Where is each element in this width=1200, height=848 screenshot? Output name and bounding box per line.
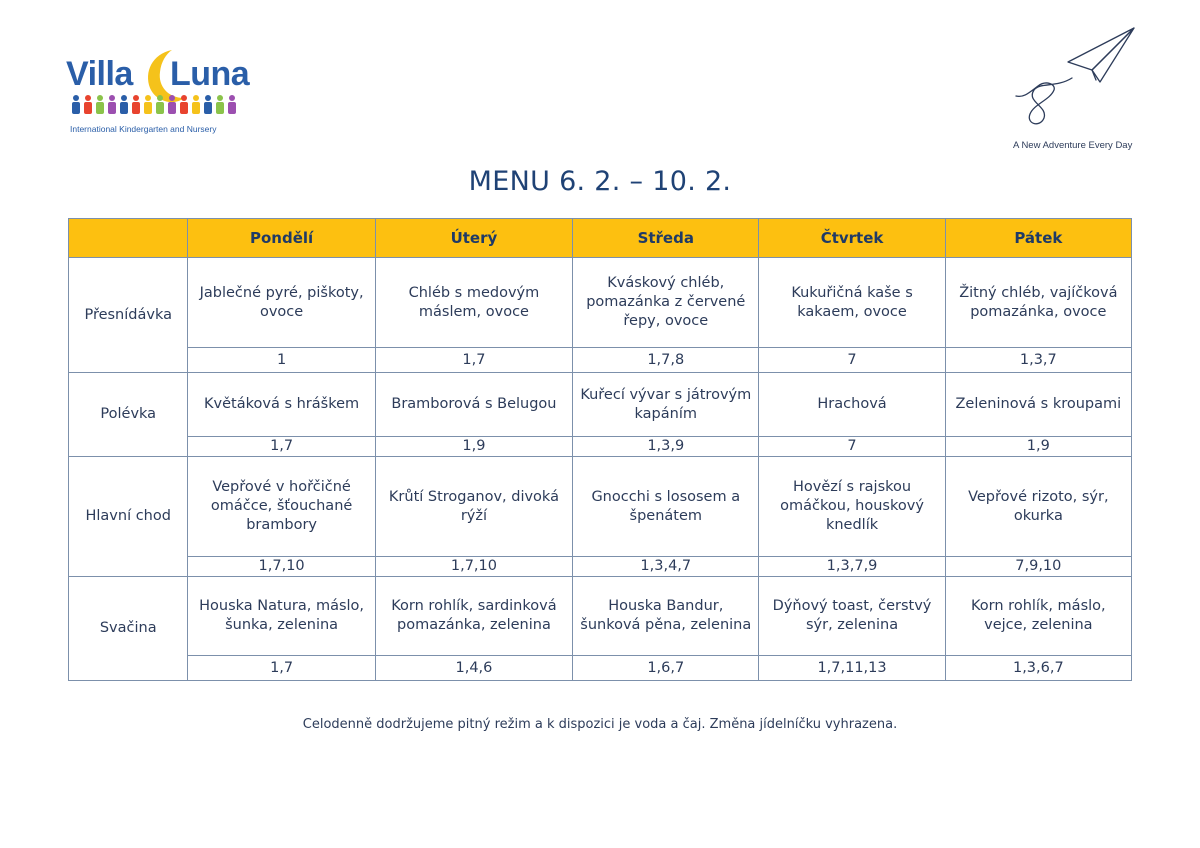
meal-cell: Krůtí Stroganov, divoká rýží	[375, 457, 572, 557]
meal-cell: Zeleninová s kroupami	[945, 373, 1131, 437]
allergen-row	[69, 557, 1132, 577]
meal-cell: Žitný chléb, vajíčková pomazánka, ovoce	[945, 258, 1131, 348]
meal-cell: Kváskový chléb, pomazánka z červené řepy, ovoce	[573, 258, 759, 348]
meal-cell: Korn rohlík, sardinková pomazánka, zelenina	[375, 577, 572, 656]
allergen-cell: 1,3,7	[945, 348, 1131, 373]
meal-label: Přesnídávka	[69, 258, 188, 373]
meal-row-snack-afternoon	[69, 577, 1132, 656]
meal-cell: Kukuřičná kaše s kakaem, ovoce	[759, 258, 945, 348]
menu-title: MENU 6. 2. – 10. 2.	[468, 166, 732, 197]
meal-label: Hlavní chod	[69, 457, 188, 577]
allergen-cell: 1,7	[375, 348, 572, 373]
meal-row-snack-morning	[69, 258, 1132, 348]
day-header-friday: Pátek	[945, 219, 1131, 258]
header-corner	[69, 219, 188, 258]
villa-luna-logo	[66, 44, 250, 140]
allergen-cell: 1,4,6	[375, 656, 572, 681]
allergen-cell: 1,3,7,9	[759, 557, 945, 577]
meal-cell: Houska Natura, máslo, šunka, zelenina	[188, 577, 375, 656]
allergen-row	[69, 437, 1132, 457]
allergen-cell: 1,7,8	[573, 348, 759, 373]
meal-cell: Bramborová s Belugou	[375, 373, 572, 437]
allergen-cell: 1,9	[375, 437, 572, 457]
header-row	[69, 219, 1132, 258]
meal-cell: Hrachová	[759, 373, 945, 437]
allergen-cell: 1,9	[945, 437, 1131, 457]
allergen-cell: 1,3,6,7	[945, 656, 1131, 681]
allergen-cell: 1,3,4,7	[573, 557, 759, 577]
allergen-row	[69, 348, 1132, 373]
meal-cell: Gnocchi s lososem a špenátem	[573, 457, 759, 557]
footer-note: Celodenně dodržujeme pitný režim a k dispozici je voda a čaj. Změna jídelníčku vyhrazena.	[302, 717, 898, 732]
meal-cell: Hovězí s rajskou omáčkou, houskový knedlík	[759, 457, 945, 557]
meal-row-soup	[69, 373, 1132, 437]
meal-cell: Vepřové rizoto, sýr, okurka	[945, 457, 1131, 557]
logo-subtitle: International Kindergarten and Nursery	[70, 124, 217, 134]
tagline: A New Adventure Every Day	[1013, 140, 1133, 151]
meal-cell: Jablečné pyré, piškoty, ovoce	[188, 258, 375, 348]
allergen-row	[69, 656, 1132, 681]
allergen-cell: 7	[759, 437, 945, 457]
meal-cell: Vepřové v hořčičné omáčce, šťouchané brambory	[188, 457, 375, 557]
meal-cell: Chléb s medovým máslem, ovoce	[375, 258, 572, 348]
children-figures-icon	[70, 94, 242, 116]
meal-cell: Kuřecí vývar s játrovým kapáním	[573, 373, 759, 437]
logo-word-luna: Luna	[170, 55, 250, 93]
day-header-thursday: Čtvrtek	[759, 219, 945, 258]
meal-row-main-course	[69, 457, 1132, 557]
day-header-wednesday: Středa	[573, 219, 759, 258]
meal-cell: Květáková s hráškem	[188, 373, 375, 437]
allergen-cell: 1,7,10	[375, 557, 572, 577]
allergen-cell: 7	[759, 348, 945, 373]
allergen-cell: 1,6,7	[573, 656, 759, 681]
day-header-monday: Pondělí	[188, 219, 375, 258]
meal-cell: Dýňový toast, čerstvý sýr, zelenina	[759, 577, 945, 656]
allergen-cell: 1,3,9	[573, 437, 759, 457]
allergen-cell: 1,7,10	[188, 557, 375, 577]
day-header-tuesday: Úterý	[375, 219, 572, 258]
allergen-cell: 1,7	[188, 437, 375, 457]
meal-label: Svačina	[69, 577, 188, 681]
meal-cell: Korn rohlík, máslo, vejce, zelenina	[945, 577, 1131, 656]
logo-word-villa: Villa	[66, 55, 133, 93]
meal-cell: Houska Bandur, šunková pěna, zelenina	[573, 577, 759, 656]
allergen-cell: 1,7,11,13	[759, 656, 945, 681]
meal-label: Polévka	[69, 373, 188, 457]
allergen-cell: 1,7	[188, 656, 375, 681]
allergen-cell: 7,9,10	[945, 557, 1131, 577]
paper-plane-icon	[1010, 24, 1142, 134]
allergen-cell: 1	[188, 348, 375, 373]
weekly-menu-table	[68, 218, 1132, 681]
